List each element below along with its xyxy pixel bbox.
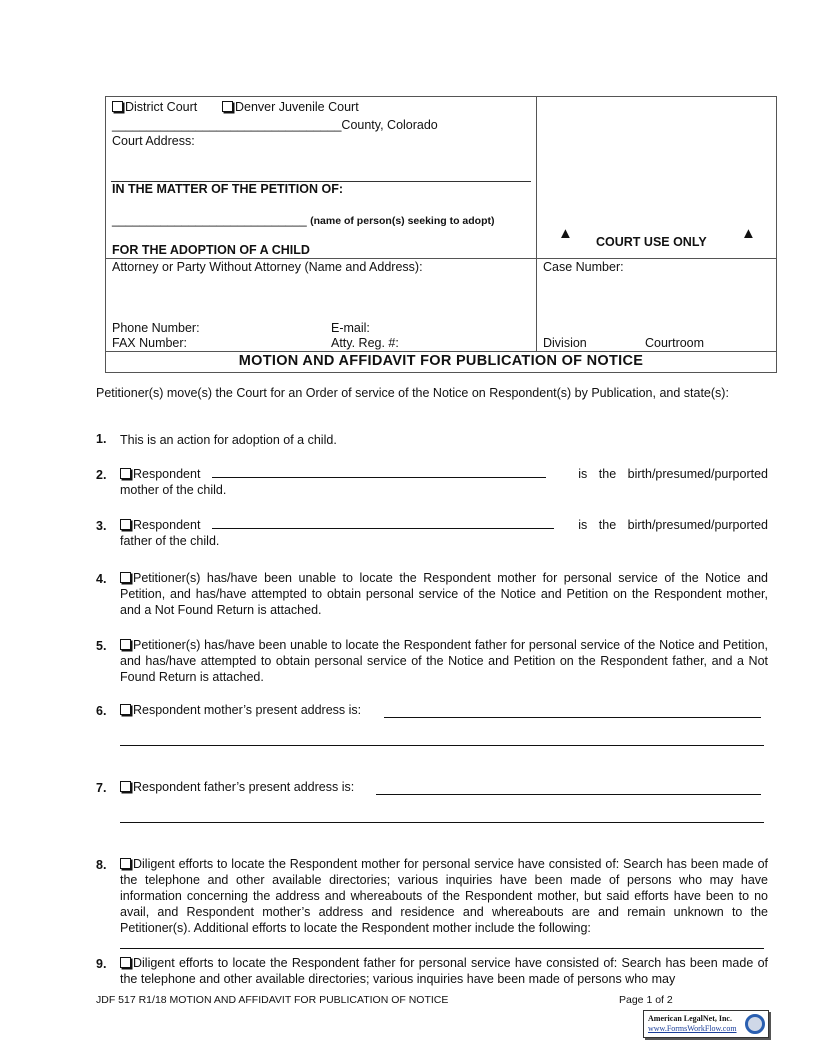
atty-reg-label: Atty. Reg. #: [331, 336, 399, 350]
checkbox-icon[interactable] [120, 704, 131, 715]
checkbox-icon[interactable] [120, 957, 131, 968]
respondent-father-name-field[interactable] [212, 517, 554, 529]
courtroom-label: Courtroom [645, 336, 705, 350]
county-field[interactable]: _________________________________County, Colorado [112, 118, 438, 132]
father-address-field[interactable] [376, 794, 761, 795]
caption-divider [536, 97, 537, 352]
phone-label: Phone Number: [112, 321, 200, 335]
list-item: 2. Respondent is the birth/presumed/purported mother of the child. [96, 467, 768, 497]
division-label: Division [543, 336, 587, 350]
checkbox-icon[interactable] [222, 101, 233, 112]
list-item: 9. Diligent efforts to locate the Respondent father for personal service have consisted of: Search has been made of the telephone and other available directories; various inquiries have been made of persons who may [96, 956, 768, 986]
caption-divider [106, 351, 776, 352]
attorney-label: Attorney or Party Without Attorney (Name and Address): [112, 260, 423, 274]
triangle-up-icon: ▲ [741, 225, 756, 242]
form-id: JDF 517 R1/18 MOTION AND AFFIDAVIT FOR PUBLICATION OF NOTICE [96, 994, 449, 1006]
checkbox-icon[interactable] [112, 101, 123, 112]
in-the-matter-heading: IN THE MATTER OF THE PETITION OF: [112, 182, 344, 196]
list-item: 6. Respondent mother’s present address is: [96, 703, 362, 718]
list-item: 8. Diligent efforts to locate the Respondent mother for personal service have consisted of: Search has been made of the telephone and other available directories; various inquiries have been made of persons who may have information concerning the address and whereabouts of the Respondent mother, but said efforts have been to no avail, and Respondent mother’s address and residence and whereabouts are and remain unknown to the Petitioner(s). Additional efforts to locate the Respondent mother include the following: [96, 857, 768, 935]
case-caption [105, 96, 777, 373]
intro-statement: Petitioner(s) move(s) the Court for an Order of service of the Notice on Respondent(s) by Publication, and state(s): [96, 386, 729, 400]
checkbox-icon[interactable] [120, 781, 131, 792]
court-use-only-label: COURT USE ONLY [596, 235, 707, 249]
case-number-label: Case Number: [543, 260, 624, 274]
publisher-logo[interactable]: American LegalNet, Inc. www.FormsWorkFlow.com [643, 1010, 769, 1038]
checkbox-icon[interactable] [120, 519, 131, 530]
fax-label: FAX Number: [112, 336, 188, 350]
checkbox-icon[interactable] [120, 468, 131, 479]
page-number: Page 1 of 2 [619, 994, 673, 1006]
father-address-field-line2[interactable] [120, 822, 764, 823]
caption-divider [106, 258, 776, 259]
email-label: E-mail: [331, 321, 370, 335]
list-item: 5. Petitioner(s) has/have been unable to locate the Respondent father for personal service of the Notice and Petition, and has/have attempted to obtain personal service of the Notice and Petition on the Respondent father, and a Not Found Return is attached. [96, 638, 768, 684]
checkbox-icon[interactable] [120, 572, 131, 583]
petitioner-name-field[interactable]: ____________________________ (name of person(s) seeking to adopt) [112, 213, 495, 227]
checkbox-icon[interactable] [120, 639, 131, 650]
adoption-heading: FOR THE ADOPTION OF A CHILD [112, 243, 310, 257]
mother-additional-efforts-field[interactable] [120, 948, 764, 949]
globe-icon [745, 1014, 765, 1034]
mother-address-field[interactable] [384, 717, 761, 718]
list-item: 7. Respondent father’s present address is: [96, 780, 355, 795]
denver-juvenile-court-option[interactable]: Denver Juvenile Court [222, 100, 359, 114]
list-item: 1. This is an action for adoption of a child. [96, 432, 337, 447]
triangle-up-icon: ▲ [558, 225, 573, 242]
respondent-mother-name-field[interactable] [212, 466, 546, 478]
mother-address-field-line2[interactable] [120, 745, 764, 746]
list-item: 3. Respondent is the birth/presumed/purported father of the child. [96, 518, 768, 548]
list-item: 4. Petitioner(s) has/have been unable to locate the Respondent mother for personal service of the Notice and Petition, and has/have attempted to obtain personal service of the Notice and Petition on the Respondent mother, and a Not Found Return is attached. [96, 571, 768, 617]
checkbox-icon[interactable] [120, 858, 131, 869]
form-title: MOTION AND AFFIDAVIT FOR PUBLICATION OF NOTICE [238, 353, 644, 369]
district-court-option[interactable]: District Court [112, 100, 197, 114]
court-address-label: Court Address: [112, 134, 195, 148]
